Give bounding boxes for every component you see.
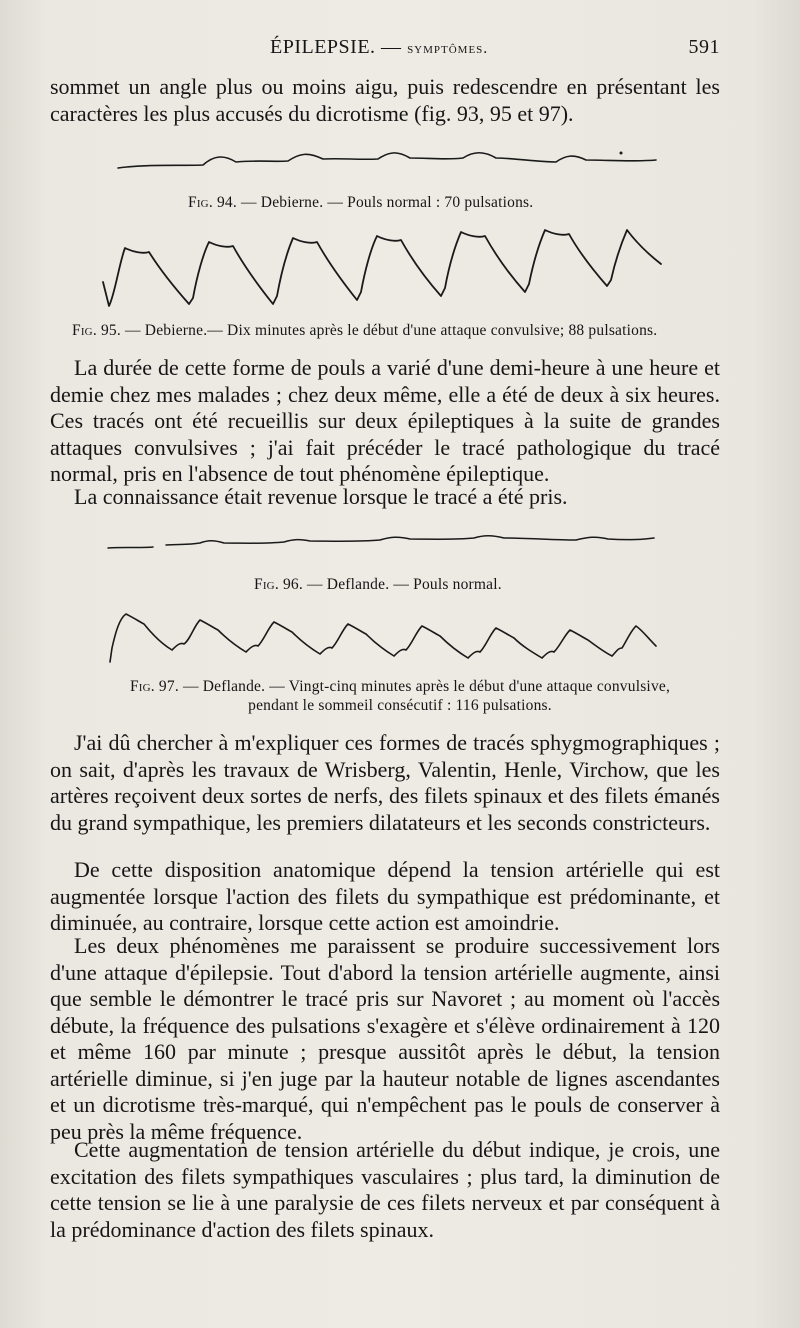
figure-94-text: — Debierne. — Pouls normal : 70 pulsations. bbox=[236, 194, 534, 211]
running-title-sub: symptômes. bbox=[407, 40, 489, 57]
running-title bbox=[270, 36, 488, 59]
figure-95-label: Fig. 95. bbox=[72, 322, 121, 339]
page-header bbox=[50, 36, 720, 66]
figure-97-caption-line-2: pendant le sommeil consécutif : 116 pulsations. bbox=[248, 697, 552, 714]
paragraph-1: sommet un angle plus ou moins aigu, puis redescendre en présentant les caractères les plus accusés du dicrotisme (fig. 93, 95 et 97). bbox=[50, 74, 720, 126]
paragraph-6: Les deux phénomènes me paraissent se produire successivement lors d'une attaque d'épilepsie. Tout d'abord la tension artérielle augmente, ainsi que semble le démontrer le tracé pris sur Navoret ; au moment où l'accès débute, la fréquence des pulsations s'exagère et s'élève ordinairement à 120 et même 160 par minute ; presque aussitôt après le début, la tension artérielle diminue, si j'en juge par la hauteur notable de lignes ascendantes et un dicrotisme très-marqué, qui n'empêchent pas le pouls de conserver à peu près la même fréquence. bbox=[50, 933, 720, 1144]
figure-97-caption-line-1 bbox=[40, 677, 760, 696]
figure-96-trace bbox=[108, 528, 656, 556]
figure-95-trace bbox=[103, 224, 663, 316]
figure-97-text-1: — Deflande. — Vingt-cinq minutes après le début d'une attaque convulsive, bbox=[178, 678, 671, 695]
trace-dot bbox=[620, 152, 623, 155]
paragraph-4: J'ai dû chercher à m'expliquer ces formes de tracés sphygmographiques ; on sait, d'après les travaux de Wrisberg, Valentin, Henle, Virchow, que les artères reçoivent deux sortes de nerfs, des filets spinaux et des filets émanés du grand sympathique, les premiers dilatateurs et les seconds constricteurs. bbox=[50, 730, 720, 835]
paragraph-2: La durée de cette forme de pouls a varié d'une demi-heure à une heure et demie chez mes malades ; chez deux même, elle a été de deux à six heures. Ces tracés ont été recueillis sur deux épileptiques à la suite de grandes attaques convulsives ; j'ai fait précéder le tracé pathologique du tracé normal, pris en l'absence de tout phénomène épileptique. bbox=[50, 355, 720, 486]
figure-94-trace bbox=[118, 140, 658, 176]
figure-94-label: Fig. 94. bbox=[188, 194, 237, 211]
paragraph-7: Cette augmentation de tension artérielle du début indique, je crois, une excitation des filets sympathiques vasculaires ; plus tard, la diminution de cette tension se lie à une paralysie de ces filets nerveux et par conséquent à la prédominance d'action des filets spinaux. bbox=[50, 1137, 720, 1242]
figure-97-label: Fig. 97. bbox=[129, 678, 179, 695]
figure-97-trace bbox=[110, 604, 658, 666]
figure-96-label: Fig. 96. bbox=[254, 576, 303, 593]
figure-96-text: — Deflande. — Pouls normal. bbox=[302, 576, 502, 593]
figure-96-caption bbox=[254, 575, 502, 594]
figure-95-text: — Debierne.— Dix minutes après le début d'une attaque convulsive; 88 pulsations. bbox=[120, 322, 658, 339]
figure-94-caption bbox=[188, 193, 533, 212]
paragraph-3: La connaissance était revenue lorsque le tracé a été pris. bbox=[74, 484, 568, 509]
page-number: 591 bbox=[688, 36, 720, 58]
running-title-main: ÉPILEPSIE. — bbox=[270, 36, 402, 58]
figure-95-caption bbox=[72, 321, 657, 340]
figure-97-caption bbox=[40, 677, 760, 715]
paragraph-5: De cette disposition anatomique dépend la tension artérielle qui est augmentée lorsque l'action des filets du sympathique est prédominante, et diminuée, au contraire, lorsque cette action est amoindrie. bbox=[50, 857, 720, 935]
